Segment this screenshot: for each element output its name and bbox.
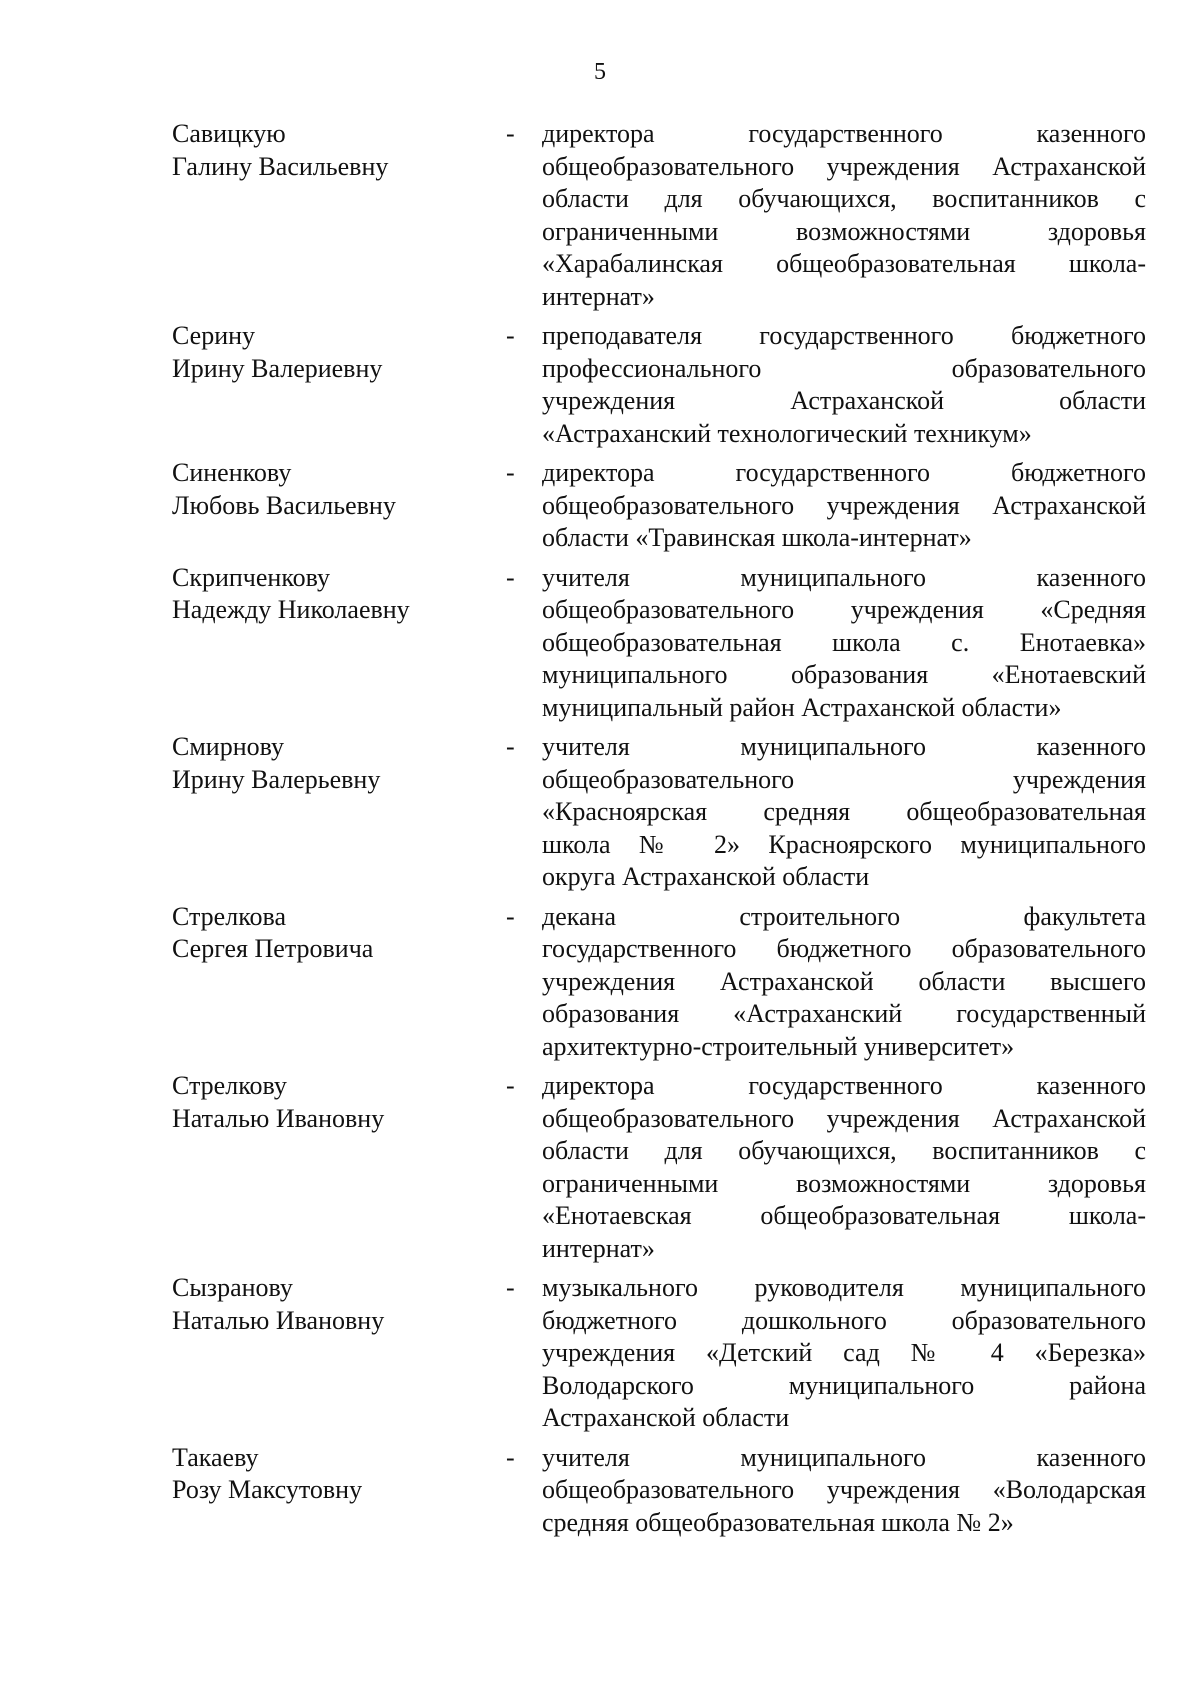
- appointee-name: [172, 1272, 502, 1337]
- position-text-line: области для обучающихся, воспитанников с: [542, 1136, 1146, 1165]
- appointee-surname: Сызранову: [172, 1273, 293, 1302]
- appointee-position: [542, 457, 1146, 555]
- appointee-position: [542, 320, 1146, 450]
- position-text-line: интернат»: [542, 1233, 655, 1263]
- position-text-line: ограниченными возможностями здоровья: [542, 216, 1146, 246]
- entry-dash: -: [506, 1273, 515, 1302]
- appointee-entry: [172, 731, 1146, 894]
- position-text-line: общеобразовательного учреждения Астраханской: [542, 151, 1146, 181]
- position-text-line: средняя общеобразовательная школа № 2»: [542, 1507, 1014, 1537]
- position-text-line: декана строительного факультета: [542, 901, 1146, 931]
- position-text-line: области «Травинская школа-интернат»: [542, 523, 972, 552]
- position-text-line: музыкального руководителя муниципального: [542, 1273, 1146, 1302]
- position-text-line: муниципальный район Астраханской области»: [542, 692, 1062, 722]
- position-text-line: области для обучающихся, воспитанников с: [542, 184, 1146, 213]
- position-text-line: общеобразовательного учреждения: [542, 764, 1146, 794]
- position-text-line: образования «Астраханский государственный: [542, 999, 1146, 1028]
- appointee-position: [542, 1272, 1146, 1435]
- entry-dash: -: [506, 1071, 515, 1100]
- appointee-name: [172, 901, 502, 966]
- appointee-position: [542, 118, 1146, 313]
- appointee-given-names: Розу Максутовну: [172, 1475, 363, 1504]
- appointee-position: [542, 1442, 1146, 1540]
- entry-dash: -: [506, 119, 515, 148]
- appointee-surname: Стрелкову: [172, 1071, 287, 1100]
- entry-dash: -: [506, 732, 515, 761]
- appointee-name: [172, 1442, 502, 1507]
- position-text-line: архитектурно-строительный университет»: [542, 1031, 1015, 1061]
- position-text-line: интернат»: [542, 281, 655, 311]
- position-text-line: Астраханской области: [542, 1403, 790, 1432]
- appointee-given-names: Сергея Петровича: [172, 934, 374, 963]
- entry-dash: -: [506, 1442, 515, 1472]
- appointee-entry: [172, 118, 1146, 313]
- page-number: 5: [594, 59, 606, 85]
- position-text-line: учителя муниципального казенного: [542, 732, 1146, 761]
- position-text-line: «Астраханский технологический техникум»: [542, 418, 1032, 448]
- appointee-name: [172, 1070, 502, 1135]
- appointee-surname: Савицкую: [172, 119, 286, 148]
- appointee-entry: [172, 562, 1146, 725]
- position-text-line: учреждения «Детский сад № 4 «Березка»: [542, 1338, 1146, 1367]
- position-text-line: учителя муниципального казенного: [542, 1442, 1146, 1472]
- appointee-surname: Скрипченкову: [172, 562, 331, 592]
- position-text-line: профессионального образовательного: [542, 353, 1146, 383]
- position-text-line: директора государственного казенного: [542, 1071, 1146, 1100]
- position-text-line: «Енотаевская общеобразовательная школа-: [542, 1201, 1146, 1230]
- appointee-entry: [172, 1070, 1146, 1265]
- position-text-line: учреждения Астраханской области: [542, 386, 1146, 415]
- appointee-given-names: Наталью Ивановну: [172, 1103, 385, 1133]
- appointee-list: [172, 118, 1146, 1546]
- position-text-line: общеобразовательного учреждения Астраханской: [542, 490, 1146, 520]
- appointee-position: [542, 901, 1146, 1064]
- appointee-name: [172, 457, 502, 522]
- position-text-line: общеобразовательного учреждения «Средняя: [542, 595, 1146, 624]
- appointee-name: [172, 562, 502, 627]
- position-text-line: учителя муниципального казенного: [542, 562, 1146, 592]
- position-text-line: ограниченными возможностями здоровья: [542, 1168, 1146, 1198]
- position-text-line: «Красноярская средняя общеобразовательная: [542, 797, 1146, 826]
- position-text-line: школа № 2» Красноярского муниципального: [542, 829, 1146, 859]
- position-text-line: «Харабалинская общеобразовательная школа-: [542, 249, 1146, 278]
- entry-dash: -: [506, 321, 515, 350]
- appointee-position: [542, 731, 1146, 894]
- appointee-surname: Стрелкова: [172, 901, 286, 931]
- position-text-line: Володарского муниципального района: [542, 1370, 1146, 1400]
- position-text-line: преподавателя государственного бюджетного: [542, 321, 1146, 350]
- appointee-given-names: Ирину Валериевну: [172, 353, 383, 383]
- appointee-given-names: Любовь Васильевну: [172, 490, 396, 520]
- appointee-position: [542, 562, 1146, 725]
- appointee-entry: [172, 1272, 1146, 1435]
- appointee-name: [172, 320, 502, 385]
- appointee-surname: Смирнову: [172, 732, 285, 761]
- position-text-line: общеобразовательная школа с. Енотаевка»: [542, 627, 1146, 657]
- position-text-line: муниципального образования «Енотаевский: [542, 660, 1146, 689]
- appointee-surname: Синенкову: [172, 458, 292, 487]
- appointee-entry: [172, 320, 1146, 450]
- appointee-surname: Такаеву: [172, 1442, 259, 1472]
- appointee-given-names: Ирину Валерьевну: [172, 764, 381, 794]
- appointee-given-names: Галину Васильевну: [172, 151, 389, 181]
- appointee-given-names: Надежду Николаевну: [172, 595, 410, 624]
- position-text-line: общеобразовательного учреждения «Володарская: [542, 1475, 1146, 1504]
- appointee-entry: [172, 1442, 1146, 1540]
- appointee-position: [542, 1070, 1146, 1265]
- appointee-surname: Серину: [172, 321, 256, 350]
- appointee-entry: [172, 901, 1146, 1064]
- appointee-given-names: Наталью Ивановну: [172, 1305, 385, 1335]
- position-text-line: бюджетного дошкольного образовательного: [542, 1305, 1146, 1335]
- position-text-line: государственного бюджетного образовательного: [542, 934, 1146, 963]
- appointee-name: [172, 118, 502, 183]
- appointee-entry: [172, 457, 1146, 555]
- appointee-name: [172, 731, 502, 796]
- entry-dash: -: [506, 901, 515, 931]
- position-text-line: учреждения Астраханской области высшего: [542, 966, 1146, 996]
- entry-dash: -: [506, 562, 515, 592]
- position-text-line: директора государственного бюджетного: [542, 458, 1146, 487]
- position-text-line: округа Астраханской области: [542, 862, 870, 891]
- position-text-line: общеобразовательного учреждения Астраханской: [542, 1103, 1146, 1133]
- entry-dash: -: [506, 458, 515, 487]
- position-text-line: директора государственного казенного: [542, 119, 1146, 148]
